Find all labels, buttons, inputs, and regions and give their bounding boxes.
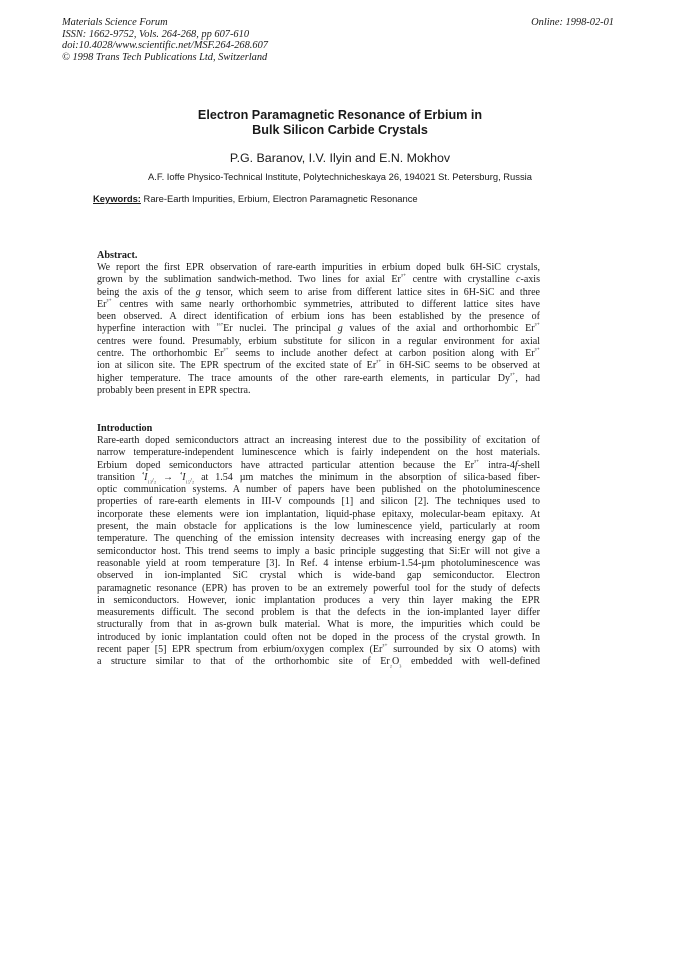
introduction-line: in semiconductors. However, ionic implantation produces a very thin layer making the EPR xyxy=(97,594,540,606)
abstract-line: centre. The orthorhombic $Er^{^{3+}}$ seems to include another defect at carbon position along with $Er^{^{3+}}$ xyxy=(97,347,540,360)
introduction-line: semiconductor host. This trend seems to imply a basic principle suggesting that Si:Er will not give a xyxy=(97,545,540,557)
introduction-line: measurements difficult. The second problem is that the defects in the ion-implanted layer differ xyxy=(97,607,540,619)
introduction-line: optic communication systems. A number of papers have been published on the photoluminescence xyxy=(97,484,540,496)
introduction-line: a structure similar to that of the orthorhombic site of $Er_{_2}O_{_3}$ embedded with well-defined xyxy=(97,656,540,669)
introduction-heading: Introduction xyxy=(97,423,153,434)
keywords-list: Rare-Earth Impurities, Erbium, Electron Paramagnetic Resonance xyxy=(143,193,418,204)
introduction-line: temperature. The quenching of the emission intensity decreases with increasing energy gap of the xyxy=(97,533,540,545)
introduction-line: transition $^{^4}I_{_{13}/_2} \to ^{^4}I_{_{15}/_2}$ at 1.54 µm matches the minimum in the absorption of silica-based fiber- xyxy=(97,470,540,484)
abstract-line: probably been present in EPR spectra. xyxy=(97,384,251,396)
copyright-line: © 1998 Trans Tech Publications Ltd, Switzerland xyxy=(62,51,268,63)
abstract-line: centres were found. Presumably, erbium substitute for silicon in a regular environment for axial xyxy=(97,335,540,347)
paper-title xyxy=(90,108,590,138)
introduction-line: introduced by ionic implantation could often not be doped in the process of the crystal growth. In xyxy=(97,631,540,643)
abstract-line: ion at silicon site. The EPR spectrum of the excited state of $Er^{^{3+}}$ in 6H-SiC seems to be observed at xyxy=(97,359,540,372)
abstract-line: grown by the sublimation sandwich-method. Two lines for axial $Er^{^{3+}}$ centre with crystalline c-axis xyxy=(97,273,540,286)
journal-name: Materials Science Forum xyxy=(62,17,168,28)
introduction-line: incorporate these elements were ion implantation, liquid-phase epitaxy, molecular-beam epitaxy. At xyxy=(97,508,540,520)
keywords xyxy=(93,193,418,204)
introduction-line: structurally from that in as-grown bulk material. What is more, the impurities which could be xyxy=(97,619,540,631)
journal-header xyxy=(62,17,614,63)
title-line-1: Electron Paramagnetic Resonance of Erbium in xyxy=(197,108,483,122)
abstract-line: hyperfine interaction with $^{^{167}}$Er nuclei. The principal g values of the axial and orthorhombic $Er^{^{3+}}$ xyxy=(97,322,540,335)
introduction-line: Erbium doped semiconductors have attracted particular attention because the $Er^{^{3+}}$ intra-4f-shell xyxy=(97,458,541,471)
abstract-line: We report the first EPR observation of rare-earth impurities in erbium doped bulk 6H-SiC crystals, xyxy=(97,262,540,273)
introduction-line: narrow temperature-independent luminescence which is fairly independent on the host materials. xyxy=(97,447,540,459)
affiliation: A.F. Ioffe Physico-Technical Institute, Polytechnicheskaya 26, 194021 St. Petersburg, Russia xyxy=(148,171,532,182)
issn-line: ISSN: 1662-9752, Vols. 264-268, pp 607-610 xyxy=(62,28,250,40)
introduction-line: Rare-earth doped semiconductors attract an increasing interest due to the possibility of excitation of xyxy=(97,435,540,446)
title-line-2: Bulk Silicon Carbide Crystals xyxy=(252,123,428,137)
abstract-body xyxy=(97,262,540,397)
introduction-line: present, the main obstacle for applications is the low luminescence yield, particularly at room xyxy=(97,521,540,533)
abstract-line: $Er^{^{3+}}$ centres with same nearly orthorhombic symmetries, attributed to different lattice sites have xyxy=(97,297,540,310)
abstract-line: been observed. A direct identification of erbium ions has been established by the presence of xyxy=(97,311,540,323)
keywords-label: Keywords: xyxy=(93,193,141,204)
introduction-line: properties of rare-earth elements in III-V compounds [1] and silicon [2]. The techniques used to xyxy=(97,496,540,508)
online-date: Online: 1998-02-01 xyxy=(531,17,614,28)
introduction-line: paramagnetic resonance (EPR) has proven to be an extremely powerful tool for the study of defects xyxy=(97,582,540,594)
introduction-body xyxy=(97,435,540,669)
abstract-line: being the axis of the g tensor, which seem to arise from different lattice sites in 6H-SiC and three xyxy=(97,286,541,298)
introduction-line: recent paper [5] EPR spectrum from erbium/oxygen complex ($Er^{^{3+}}$ surrounded by six O atoms) with xyxy=(97,643,540,656)
introduction-line: reasonable yield at room temperature [3]. In Ref. 4 intense erbium-1.54-µm photoluminescence was xyxy=(97,557,540,569)
introduction-line: observed in ion-implanted SiC crystal which is wide-band gap semiconductor. Electron xyxy=(97,570,540,582)
authors: P.G. Baranov, I.V. Ilyin and E.N. Mokhov xyxy=(229,151,451,165)
abstract-heading: Abstract. xyxy=(97,250,138,261)
abstract-line: higher temperature. The trace amounts of the other rare-earth elements, in particular $Dy^{^{3+}}$, had xyxy=(97,371,541,384)
doi-line[interactable]: doi:10.4028/www.scientific.net/MSF.264-268.607 xyxy=(62,40,268,52)
